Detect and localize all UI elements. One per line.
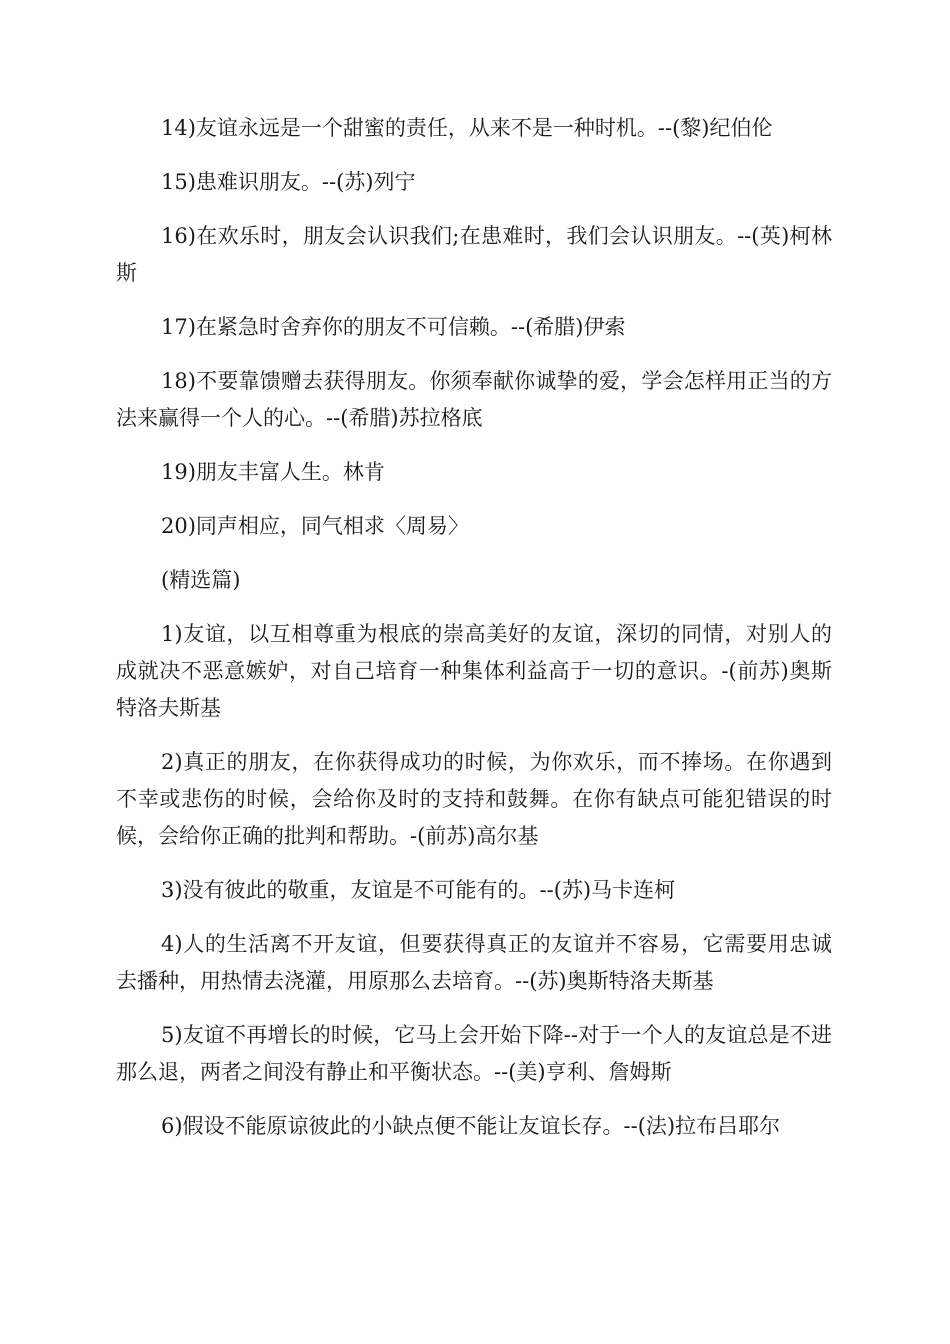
quote-19: 19)朋友丰富人生。林肯 — [161, 460, 385, 484]
quote-17: 17)在紧急时舍弃你的朋友不可信赖。--(希腊)伊索 — [161, 315, 626, 339]
quote-2: 2)真正的朋友，在你获得成功的时候，为你欢乐，而不捧场。在你遇到不幸或悲伤的时候，会给你及时的支持和鼓舞。在你有缺点可能犯错误的时候，会给你正确的批判和帮助。-(前苏)高尔基 — [116, 750, 832, 848]
quote-14: 14)友谊永远是一个甜蜜的责任，从来不是一种时机。--(黎)纪伯伦 — [161, 116, 773, 140]
document-page — [116, 110, 832, 1162]
section-heading: (精选篇) — [161, 568, 241, 592]
quote-3: 3)没有彼此的敬重，友谊是不可能有的。--(苏)马卡连柯 — [161, 878, 676, 902]
quote-1: 1)友谊，以互相尊重为根底的崇高美好的友谊，深切的同情，对别人的成就决不恶意嫉妒，对自己培育一种集体利益高于一切的意识。-(前苏)奥斯特洛夫斯基 — [116, 622, 832, 720]
quote-4: 4)人的生活离不开友谊，但要获得真正的友谊并不容易，它需要用忠诚去播种，用热情去浇灌，用原那么去培育。--(苏)奥斯特洛夫斯基 — [116, 932, 832, 993]
quote-5: 5)友谊不再增长的时候，它马上会开始下降--对于一个人的友谊总是不进那么退，两者之间没有静止和平衡状态。--(美)亨利、詹姆斯 — [116, 1023, 832, 1084]
quote-6: 6)假设不能原谅彼此的小缺点便不能让友谊长存。--(法)拉布吕耶尔 — [161, 1114, 781, 1138]
quote-20: 20)同声相应，同气相求〈周易〉 — [161, 514, 469, 538]
quote-15: 15)患难识朋友。--(苏)列宁 — [161, 170, 416, 194]
quote-18: 18)不要靠馈赠去获得朋友。你须奉献你诚挚的爱，学会怎样用正当的方法来赢得一个人的心。--(希腊)苏拉格底 — [116, 369, 832, 430]
quote-16: 16)在欢乐时，朋友会认识我们;在患难时，我们会认识朋友。--(英)柯林斯 — [116, 224, 832, 285]
